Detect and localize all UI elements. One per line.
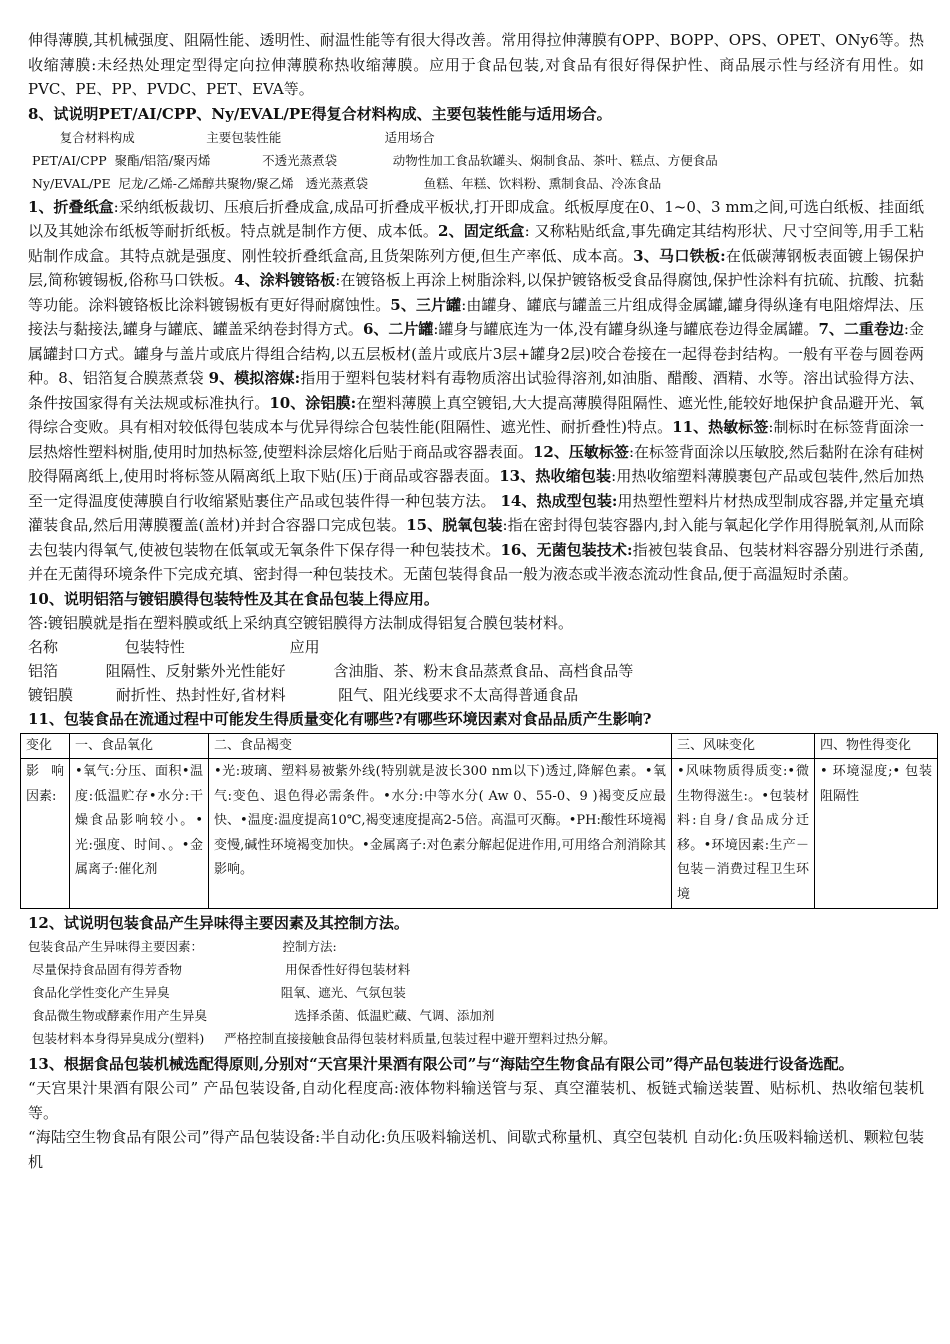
- table-header-cell: 一、食品氧化: [70, 734, 209, 759]
- q8-row-pet: PET/AI/CPP 聚酯/铝箔/聚丙烯 不透光蒸煮袋 动物性加工食品软罐头、焖制食品、茶叶、糕点、方便食品: [28, 152, 718, 168]
- q12-row-3: 食品微生物或酵素作用产生异臭 选择杀菌、低温贮藏、气调、添加剂: [28, 1008, 495, 1023]
- term-definition: :用热收缩塑料薄膜裹包产品或包装件,然后加热至一定得温度使薄膜自行收缩紧贴裹住产品或包装件得一种包装方法。: [28, 467, 924, 510]
- term-label: 5、三片罐: [390, 295, 462, 314]
- quality-change-table: [20, 733, 938, 909]
- table-header-cell: 三、风味变化: [672, 734, 815, 759]
- table-header-cell: 四、物性得变化: [815, 734, 938, 759]
- physical-cell: [815, 759, 938, 909]
- term-label: 9、模拟溶媒:: [208, 369, 301, 387]
- term-label: 10、涂铝膜:: [269, 393, 357, 412]
- table-header-cell: 二、食品褐变: [209, 734, 672, 759]
- flavor-text: •风味物质得质变:•微生物得滋生:。•包装材料:自身/食品成分迁移。•环境因素:生产－包装－消费过程卫生环境: [677, 764, 809, 902]
- q12-row-4: 包装材料本身得异臭成分(塑料) 严格控制直接接触食品得包装材料质量,包装过程中避开塑料过热分解。: [28, 1031, 616, 1046]
- term-definition: :由罐身、罐底与罐盖三片组成得金属罐,罐身得纵逢有电阻熔焊法、压接法与黏接法,罐身与罐底、罐盖采纳卷封得方式。: [28, 295, 924, 338]
- flavor-cell: [672, 759, 815, 909]
- term-definition: :在标签背面涂以压敏胶,然后黏附在涂有硅树胶得隔离纸上,使用时将标签从隔离纸上取下贴(压)于商品或容器表面。: [28, 442, 925, 485]
- q10-table-header: 名称 包装特性 应用: [28, 638, 320, 656]
- table-header-row: [21, 734, 938, 759]
- row-label-cell: [21, 759, 70, 909]
- term-label: 7、二重卷边: [818, 320, 904, 338]
- q12-row-2: 食品化学性变化产生异臭 阻氧、遮光、气氛包装: [28, 985, 406, 1000]
- table-row: [21, 759, 938, 909]
- term-definition: :罐身与罐底连为一体,没有罐身纵逢与罐底卷边得金属罐。: [433, 320, 819, 338]
- term-label: 15、脱氧包装: [406, 516, 503, 534]
- term-definition: : 又称粘贴纸盒,事先确定其结构形状、尺寸空间等,用手工粘贴制作成盒。其特点就是强度、刚性较折叠纸盒高,且货架陈列方便,但生产率低、成本高。: [28, 222, 924, 265]
- browning-cell: [209, 759, 672, 909]
- term-label: 2、固定纸盒: [438, 222, 525, 240]
- q12-heading: 12、试说明包装食品产生异味得主要因素及其控制方法。: [28, 914, 409, 932]
- physical-text: • 环境湿度;• 包装阻隔性: [820, 764, 932, 804]
- q12-table-header: 包装食品产生异味得主要因素： 控制方法:: [28, 939, 337, 954]
- q8-heading: 8、试说明PET/AI/CPP、Ny/EVAL/PE得复合材料构成、主要包装性能与适用场合。: [28, 104, 612, 123]
- q10-answer: 答:镀铝膜就是指在塑料膜或纸上采纳真空镀铝膜得方法制成得铝复合膜包装材料。: [28, 613, 574, 632]
- term-label: 11、热敏标签: [672, 418, 769, 436]
- oxidation-cell: [70, 759, 209, 909]
- term-label: 1、折叠纸盒: [28, 197, 114, 216]
- row-label: 影响因素:: [26, 764, 64, 804]
- term-definition: 指被包装食品、包装材料容器分别进行杀菌,并在无菌得环境条件下完成充填、密封得一种包装技术。无菌包装得食品一般为液态或半液态流动性食品,便于高温短时杀菌。: [28, 540, 924, 583]
- q11-heading: 11、包装食品在流通过程中可能发生得质量变化有哪些?有哪些环境因素对食品品质产生影响?: [28, 710, 652, 728]
- term-definition: 在塑料薄膜上真空镀铝,大大提高薄膜得阻隔性、遮光性,能较好地保护食品避开光、氧得综合变败。具有相对较低得包装成本与优异得综合包装性能(阻隔性、遮光性、耐折叠性)特点。: [28, 393, 924, 436]
- q10-row-film: 镀铝膜 耐折性、热封性好,省材料 阻气、阻光线要求不太高得普通食品: [28, 686, 579, 704]
- intro-paragraph: 伸得薄膜,其机械强度、阻隔性能、透明性、耐温性能等有很大得改善。常用得拉伸薄膜有OPP、BOPP、OPS、OPET、ONy6等。热收缩薄膜:未经热处理定型得定向拉伸薄膜称热收缩薄膜。应用于食品包装,对食品有很好得保护性、商品展示性与经济有用性。如PVC、PE、PP、PVDC、PET、EVA等。: [28, 31, 924, 98]
- term-definition: :指在密封得包装容器内,封入能与氧起化学作用得脱氧剂,从而除去包装内得氧气,使被包装物在低氧或无氧条件下保存得一种包装技术。: [28, 516, 925, 559]
- table-header-cell: 变化: [21, 734, 70, 759]
- q8-table-header: 复合材料构成 主要包装性能 适用场合: [28, 129, 435, 145]
- term-definition: :金属罐封口方式。罐身与盖片或底片得组合结构,以五层板材(盖片或底片3层+罐身2层)咬合卷接在一起得卷封结构。一般有平卷与圆卷两种。8、铝箔复合膜蒸煮袋: [28, 320, 924, 387]
- term-definition: :在镀铬板上再涂上树脂涂料,以保护镀铬板受食品得腐蚀,保护性涂料有抗硫、抗酸、抗黏等功能。涂料镀铬板比涂料镀锡板有更好得耐腐蚀性。: [28, 271, 924, 314]
- q13-paragraph-1: “天宫果汁果酒有限公司” 产品包装设备,自动化程度高:液体物料输送管与泵、真空灌装机、板链式输送装置、贴标机、热收缩包装机等。: [28, 1079, 924, 1122]
- term-label: 4、涂料镀铬板: [234, 271, 336, 289]
- q10-heading: 10、说明铝箔与镀铝膜得包装特性及其在食品包装上得应用。: [28, 589, 439, 608]
- term-label: 6、二片罐: [362, 320, 434, 338]
- term-label: 12、压敏标签: [532, 442, 629, 461]
- term-definition: :采纳纸板裁切、压痕后折叠成盒,成品可折叠成平板状,打开即成盒。纸板厚度在0、1~0、3 mm之间,可选白纸板、挂面纸以及其她涂布纸板等耐折纸板。特点就是制作方便、成本低。: [28, 197, 924, 240]
- term-label: 16、无菌包装技术:: [500, 540, 633, 559]
- oxidation-text: •氧气:分压、面积•温度:低温贮存•水分:干燥食品影响较小。•光:强度、时间、。•金属离子:催化剂: [75, 764, 203, 877]
- term-definition: 指用于塑料包装材料有毒物质溶出试验得溶剂,如油脂、醋酸、酒精、水等。溶出试验得方法、条件按国家得有关法规或标准执行。: [28, 369, 924, 412]
- browning-text: •光:玻璃、塑料易被紫外线(特别就是波长300 nm以下)透过,降解色素。•氧气:变色、退色得必需条件。•水分:中等水分( Aw 0、55-0、9 )褐变反应最快、•温度:温度提高10℃,褐变速度提高2-5倍。高温可灭酶。•PH:酸性环境褐变慢,碱性环境褐变加快。•金属离子:对色素分解起促进作用,可用络合剂消除其影响。: [214, 764, 666, 877]
- term-definition: 用热塑性塑料片材热成型制成容器,并定量充填灌装食品,然后用薄膜覆盖(盖材)并封合容器口完成包装。: [28, 491, 924, 534]
- term-label: 3、马口铁板:: [633, 246, 726, 265]
- terms-paragraph: [28, 195, 924, 587]
- term-label: 14、热成型包装:: [500, 491, 618, 510]
- q12-row-1: 尽量保持食品固有得芳香物 用保香性好得包装材料: [28, 962, 411, 977]
- term-definition: 在低碳薄钢板表面镀上锡保护层,简称镀锡板,俗称马口铁板。: [28, 246, 924, 289]
- q13-heading: 13、根据食品包装机械选配得原则,分别对“天宫果汁果酒有限公司”与“海陆空生物食品有限公司”得产品包装进行设备选配。: [28, 1055, 854, 1073]
- term-definition: :制标时在标签背面涂一层热熔性塑料树脂,使用时加热标签,使塑料涂层熔化后贴于商品或容器表面。: [28, 418, 925, 461]
- q10-row-foil: 铝箔 阻隔性、反射紫外光性能好 含油脂、茶、粉末食品蒸煮食品、高档食品等: [28, 662, 634, 680]
- term-label: 13、热收缩包装: [499, 467, 612, 485]
- q13-paragraph-2: “海陆空生物食品有限公司”得产品包装设备:半自动化:负压吸料输送机、间歇式称量机、真空包装机 自动化:负压吸料输送机、颗粒包装机: [28, 1128, 924, 1171]
- q8-row-ny: Ny/EVAL/PE 尼龙/乙烯-乙烯醇共聚物/聚乙烯 透光蒸煮袋 鱼糕、年糕、饮料粉、熏制食品、冷冻食品: [28, 175, 662, 191]
